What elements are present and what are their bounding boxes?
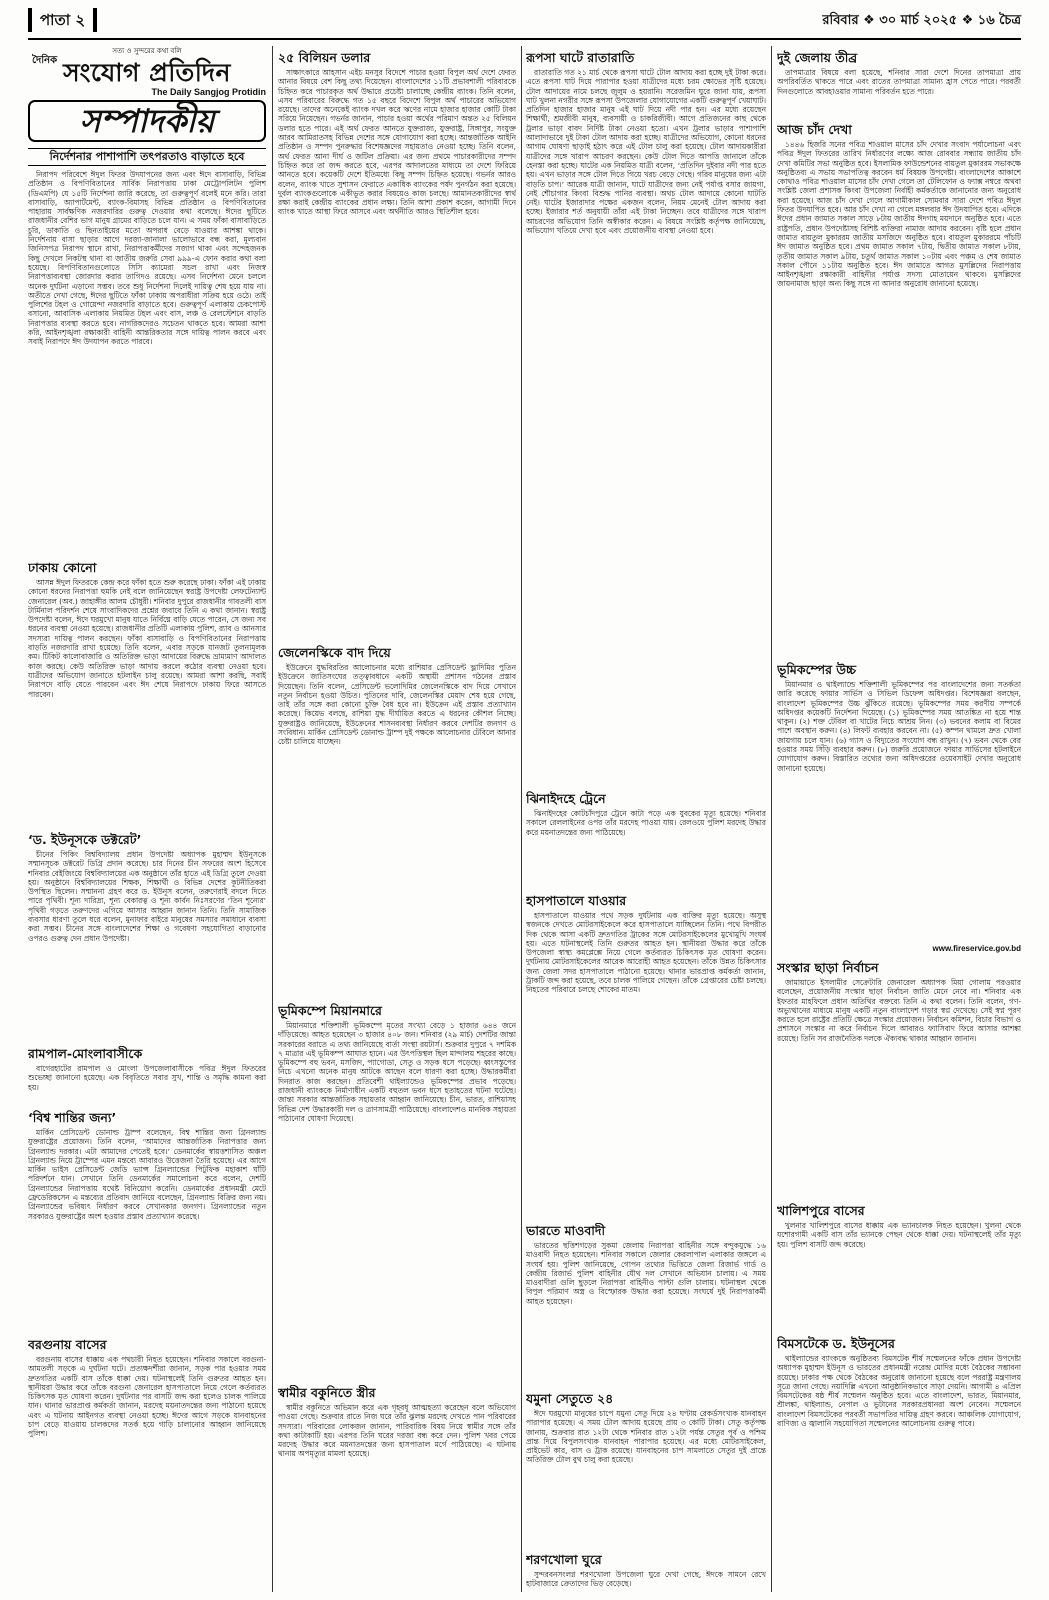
column-divider [272, 46, 273, 1592]
hospital-body: হাসপাতালে যাওয়ার পথে সড়ক দুর্ঘটনায় এক ব্যক্তির মৃত্যু হয়েছে। অসুস্থ স্বজনকে দেখতে মোটরসাইকেলে করে হাসপাতালে যাচ্ছিলেন তিনি। পথে বিপরীত দিক থেকে আসা একটি দ্রুতগতির ট্রাকের সঙ্গে মোটরসাইকেলের মুখোমুখি সংঘর্ষ হয়। এতে ঘটনাস্থলেই তিনি গুরুতর আহত হন। স্থানীয়রা উদ্ধার করে তাঁকে উপজেলা স্বাস্থ্য কমপ্লেক্সে নিয়ে গেলে কর্তব্যরত চিকিৎসক মৃত ঘোষণা করেন। দুর্ঘটনায় মোটরসাইকেলের আরেক আরোহী আহত হয়েছেন। তাঁকে উন্নত চিকিৎসার জন্য জেলা সদর হাসপাতালে পাঠানো হয়েছে। থানার ভারপ্রাপ্ত কর্মকর্তা জানান, ট্রাকটি জব্দ করা হয়েছে, তবে চালক পালিয়ে গেছেন। তাঁকে গ্রেপ্তারের চেষ্টা চলছে। নিহতের পরিবারে চলছে শোকের মাতম। [526, 911, 766, 995]
jamuna-headline: যমুনা সেতুতে ২৪ [526, 1391, 614, 1406]
khalishpur-headline: খালিশপুরে বাসের [777, 1203, 865, 1218]
peace-headline: ‘বিশ্ব শান্তির জন্য’ [28, 1110, 117, 1125]
wife-headline: স্বামীর বকুনিতে স্ত্রীর [278, 1385, 376, 1400]
heat-body: তাপমাত্রার বিষয়ে বলা হয়েছে, শনিবার সারা দেশে দিনের তাপমাত্রা প্রায় অপরিবর্তিত থাকতে পারে এবং রাতের তাপমাত্রা সামান্য হ্রাস পেতে পারে। পরবর্তী দিনগুলোতে আবহাওয়ার সামান্য পরিবর্তন হতে পারে। [777, 68, 1021, 96]
masthead-title: সংযোগ প্রতিদিন [63, 58, 231, 87]
bimstec-headline: বিমসটেকে ড. ইউনূসের [777, 1336, 895, 1351]
doctorate-body: চীনের পিকিং বিশ্ববিদ্যালয় প্রধান উপদেষ্টা অধ্যাপক মুহাম্মদ ইউনূসকে সম্মানসূচক ডক্টরেট ডিগ্রি প্রদান করেছে। চার দিনের চীন সফরের অংশ হিসেবে শনিবার বেইজিংয়ে বিশ্ববিদ্যালয়ের এক অনুষ্ঠানে তাঁর হাতে এই ডিগ্রি তুলে দেওয়া হয়। অনুষ্ঠানে বিশ্ববিদ্যালয়ের শিক্ষক, শিক্ষার্থী ও বিভিন্ন দেশের কূটনীতিকরা উপস্থিত ছিলেন। সম্মাননা গ্রহণ করে ড. ইউনূস বলেন, তরুণেরাই বদলে দিতে পারে পৃথিবী। শূন্য দারিদ্র্য, শূন্য বেকারত্ব ও শূন্য কার্বন নিঃসরণের ‘তিন শূন্যের’ পৃথিবী গড়তে তরুণদের এগিয়ে আসার আহ্বান জানান তিনি। তিনি সামাজিক ব্যবসার ধারণা তুলে ধরে বলেন, মুনাফার বাইরে মানুষের সমস্যার সমাধানে ব্যবসা করা সম্ভব। চীনের সঙ্গে বাংলাদেশের শিক্ষা ও গবেষণা সহযোগিতা বাড়ানোর ওপরও গুরুত্ব দেন প্রধান উপদেষ্টা। [28, 850, 266, 943]
quake-body: মিয়ানমার ও থাইল্যান্ডে শক্তিশালী ভূমিকম্পের পর বাংলাদেশের জন্য সতর্কতা জারি করেছে ফায়ার সার্ভিস ও সিভিল ডিফেন্স অধিদপ্তর। বিশেষজ্ঞরা বলছেন, বাংলাদেশ ভূমিকম্পের উচ্চ ঝুঁকিতে রয়েছে। ভূমিকম্পের সময় করণীয় সম্পর্কে অধিদপ্তর কয়েকটি নির্দেশনা দিয়েছে। (১) ভূমিকম্পের সময় আতঙ্কিত না হয়ে শান্ত থাকুন। (২) শক্ত টেবিল বা খাটের নিচে আশ্রয় নিন। (৩) ভবনের কলাম বা বিমের পাশে অবস্থান করুন। (৪) লিফট ব্যবহার করবেন না। (৫) কম্পন থামলে দ্রুত খোলা জায়গায় চলে যান। (৬) গ্যাস ও বিদ্যুতের সংযোগ বন্ধ রাখুন। (৭) ভবন থেকে বের হওয়ার সময় সিঁড়ি ব্যবহার করুন। (৮) জরুরি প্রয়োজনে ফায়ার সার্ভিসের হটলাইনে যোগাযোগ করুন। বিস্তারিত তথ্যের জন্য অধিদপ্তরের ওয়েবসাইট দেখার অনুরোধ জানানো হয়েছে। [777, 680, 1021, 773]
reform-headline: সংস্কার ছাড়া নির্বাচন [777, 960, 879, 975]
rampal-body: বাগেরহাটের রামপাল ও মোংলা উপজেলাবাসীকে পবিত্র ঈদুল ফিতরের শুভেচ্ছা জানানো হয়েছে। এক বিবৃতিতে সবার সুখ, শান্তি ও সমৃদ্ধি কামনা করা হয়। [28, 1064, 266, 1092]
dhaka-headline: ঢাকায় কোনো [28, 560, 97, 575]
wife-body: স্বামীর বকুনিতে অভিমান করে এক গৃহবধূ আত্মহত্যা করেছেন বলে অভিযোগ পাওয়া গেছে। শুক্রবার রাতে নিজ ঘরে তাঁর ঝুলন্ত মরদেহ দেখতে পান পরিবারের সদস্যরা। পরিবারের লোকজন জানান, পারিবারিক বিষয় নিয়ে স্বামীর সঙ্গে তাঁর কথা কাটাকাটি হয়। এরপর তিনি ঘরের দরজা বন্ধ করে দেন। পুলিশ খবর পেয়ে মরদেহ উদ্ধার করে ময়নাতদন্তের জন্য হাসপাতাল মর্গে পাঠিয়েছে। এ ঘটনায় থানায় অপমৃত্যুর মামলা হয়েছে। [278, 1403, 516, 1459]
masthead-english: The Daily Sangjog Protidin [151, 87, 266, 97]
masthead-tagline: সত্য ও সুন্দরের কথা বলি [112, 47, 182, 55]
sharankhola-headline: শরণখোলা ঘুরে [526, 1552, 602, 1567]
reform-body: জামায়াতে ইসলামীর সেক্রেটারি জেনারেল অধ্যাপক মিয়া গোলাম পরওয়ার বলেছেন, প্রয়োজনীয় সংস্কার ছাড়া নির্বাচন জাতি মেনে নেবে না। শনিবার এক ইফতার মাহফিলে প্রধান অতিথির বক্তব্যে তিনি এ কথা বলেন। তিনি বলেন, গণ-অভ্যুত্থানের মাধ্যমে মানুষ একটি নতুন বাংলাদেশ গড়ার স্বপ্ন দেখেছে। সেই স্বপ্ন পূরণ করতে হলে রাষ্ট্রের প্রতিটি ক্ষেত্রে সংস্কার প্রয়োজন। নির্বাচন কমিশন, বিচার বিভাগ ও প্রশাসনে সংস্কার না করে নির্বাচন দিলে আবারও ফ্যাসিবাদ ফিরে আসার আশঙ্কা রয়েছে। তিনি সব রাজনৈতিক দলকে ঐক্যবদ্ধ থাকার আহ্বান জানান। [777, 978, 1021, 1043]
zelensky-body: ইউক্রেনে যুদ্ধবিরতির আলোচনার মধ্যে রাশিয়ার প্রেসিডেন্ট ভ্লাদিমির পুতিন ইউক্রেনে জাতিসংঘের তত্ত্বাবধানে একটি অস্থায়ী প্রশাসন গঠনের প্রস্তাব দিয়েছেন। তিনি বলেন, প্রেসিডেন্ট ভলোদিমির জেলেনস্কিকে বাদ দিয়ে সেখানে নতুন নির্বাচন হওয়া উচিত। পুতিনের দাবি, জেলেনস্কির মেয়াদ শেষ হয়ে গেছে, তাই তাঁর সঙ্গে করা কোনো চুক্তি বৈধ হবে না। ইউক্রেন এই প্রস্তাব প্রত্যাখ্যান করেছে। কিয়েভ বলছে, রাশিয়া যুদ্ধ দীর্ঘায়িত করতে এ ধরনের কৌশল নিচ্ছে। যুক্তরাষ্ট্রও জানিয়েছে, ইউক্রেনের শাসনব্যবস্থা নির্ধারণ করবে দেশটির জনগণ ও সংবিধান। মার্কিন প্রেসিডেন্ট ডোনাল্ড ট্রাম্প দুই পক্ষকে আলোচনার টেবিলে আনার চেষ্টা চালিয়ে যাচ্ছেন। [278, 663, 516, 747]
moon-body: ১৪৪৬ হিজরি সনের পবিত্র শাওয়াল মাসের চাঁদ দেখার সংবাদ পর্যালোচনা এবং পবিত্র ঈদুল ফিতরের তারিখ নির্ধারণের লক্ষ্যে আজ রোববার সন্ধ্যায় জাতীয় চাঁদ দেখা কমিটির সভা অনুষ্ঠিত হবে। ইসলামিক ফাউন্ডেশনের বায়তুল মুকাররম সভাকক্ষে অনুষ্ঠিতব্য এ সভায় সভাপতিত্ব করবেন ধর্ম বিষয়ক উপদেষ্টা। বাংলাদেশের আকাশে কোথাও পবিত্র শাওয়াল মাসের চাঁদ দেখা গেলে তা টেলিফোন ও ফ্যাক্স নম্বরে অথবা সংশ্লিষ্ট জেলা প্রশাসক কিংবা উপজেলা নির্বাহী কর্মকর্তাকে জানানোর জন্য অনুরোধ করা হয়েছে। আজ চাঁদ দেখা গেলে আগামীকাল সোমবার সারা দেশে পবিত্র ঈদুল ফিতর উদযাপিত হবে। আর চাঁদ দেখা না গেলে মঙ্গলবার ঈদ উদযাপিত হবে। এদিকে ঈদের প্রধান জামাত সকাল সাড়ে ৮টায় জাতীয় ঈদগাহ ময়দানে অনুষ্ঠিত হবে। এতে রাষ্ট্রপতি, প্রধান উপদেষ্টাসহ বিশিষ্ট ব্যক্তিরা নামাজ আদায় করবেন। বৃষ্টি হলে প্রধান জামাত বায়তুল মুকাররম জাতীয় মসজিদে অনুষ্ঠিত হবে। বায়তুল মুকাররমে পাঁচটি ঈদ জামাত অনুষ্ঠিত হবে। প্রথম জামাত সকাল ৭টায়, দ্বিতীয় জামাত সকাল ৮টায়, তৃতীয় জামাত সকাল ৯টায়, চতুর্থ জামাত সকাল ১০টায় এবং পঞ্চম ও শেষ জামাত সকাল পৌনে ১১টায় অনুষ্ঠিত হবে। ঈদ জামাতে আগত মুসল্লিদের নিরাপত্তায় আইনশৃঙ্খলা রক্ষাকারী বাহিনীর পর্যাপ্ত সদস্য মোতায়েন থাকবে। মুসল্লিদের জায়নামাজ ছাড়া অন্য কিছু সঙ্গে না আনার অনুরোধ জানানো হয়েছে। [777, 140, 1021, 289]
editorial-headline: নির্দেশনার পাশাপাশি তৎপরতাও বাড়াতে হবে [28, 148, 266, 166]
khalishpur-body: খুলনার খালিশপুরে বাসের ধাক্কায় এক ভ্যানচালক নিহত হয়েছেন। খুলনা থেকে যশোরগামী একটি বাস তাঁর ভ্যানকে পেছন থেকে ধাক্কা দেয়। ঘটনাস্থলেই তাঁর মৃত্যু হয়। পুলিশ বাসটি জব্দ করেছে। [777, 1221, 1021, 1249]
editorial-body: নিরাপদ পরিবেশে ঈদুল ফিতর উদযাপনের জন্য এবং ঈদে বাসাবাড়ি, বিভিন্ন প্রতিষ্ঠান ও বিপণিবিতানের সার্বিক নিরাপত্তায় ঢাকা মেট্রোপলিটন পুলিশ (ডিএমপি) যে ১৫টি নির্দেশনা জারি করেছে, তা গুরুত্বপূর্ণ বলেই মনে করি। তারা বাসাবাড়ি, অ্যাপার্টমেন্ট, ব্যাংক-বিমাসহ বিভিন্ন প্রতিষ্ঠান ও বিপণিবিতানের পাহারায় সার্বক্ষণিক নজরদারির গুরুত্ব দেওয়ার কথা বলেছে। ঈদের ছুটিতে রাজধানীর বেশির ভাগ মানুষ গ্রামের বাড়িতে চলে যান। এ সময় ফাঁকা বাসাবাড়িতে চুরি, ডাকাতি ও ছিনতাইয়ের মতো অপরাধ বেড়ে যাওয়ার আশঙ্কা থাকে। নির্দেশনায় বাসা ছাড়ার আগে দরজা-জানালা ভালোভাবে বন্ধ করা, মূল্যবান জিনিসপত্র নিরাপদ স্থানে রাখা, নিরাপত্তাকর্মীদের সজাগ থাকা এবং সন্দেহজনক কিছু দেখলে নিকটস্থ থানা বা জাতীয় জরুরি সেবা ৯৯৯-এ ফোন করার কথা বলা হয়েছে। বিপণিবিতানগুলোতে সিসি ক্যামেরা সচল রাখা এবং নিজস্ব নিরাপত্তাব্যবস্থা জোরদার করার তাগিদও রয়েছে। এসব নির্দেশনা মেনে চললে অনেক দুর্ঘটনা এড়ানো সম্ভব। তবে শুধু নির্দেশনা দিলেই দায়িত্ব শেষ হয়ে যায় না। অতীতে দেখা গেছে, ঈদের ছুটিতে ফাঁকা ঢাকায় অপরাধীরা সক্রিয় হয়ে ওঠে। তাই পুলিশের টহল ও গোয়েন্দা নজরদারি বাড়াতে হবে। গুরুত্বপূর্ণ এলাকায় চেকপোস্ট বসানো, আবাসিক এলাকায় নিয়মিত টহল এবং বাস, লঞ্চ ও রেলস্টেশনে বাড়তি নিরাপত্তার ব্যবস্থা করতে হবে। নাগরিকদেরও সচেতন থাকতে হবে। আমরা আশা করি, আইনশৃঙ্খলা রক্ষাকারী বাহিনী আন্তরিকতার সঙ্গে দায়িত্ব পালন করবে এবং সবাই নিরাপদে ঈদ উদযাপন করতে পারবে। [28, 170, 266, 347]
jamuna-body: ঈদে ঘরমুখো মানুষের চাপে যমুনা সেতু দিয়ে ২৪ ঘণ্টায় রেকর্ডসংখ্যক যানবাহন পারাপার হয়েছে। এ সময় টোল আদায় হয়েছে প্রায় ৩ কোটি টাকা। সেতু কর্তৃপক্ষ জানায়, শুক্রবার রাত ১২টা থেকে শনিবার রাত ১২টা পর্যন্ত সেতুর পূর্ব ও পশ্চিম প্রান্ত দিয়ে বিপুলসংখ্যক যানবাহন পারাপার হয়েছে। এর মধ্যে মোটরসাইকেল, প্রাইভেট কার, বাস ও ট্রাক রয়েছে। যানবাহনের চাপ সামলাতে সেতুর দুই প্রান্তে অতিরিক্ত টোল বুথ চালু করা হয়েছে। [526, 1409, 766, 1465]
myanmar-headline: ভূমিকম্পে মিয়ানমারে [278, 1003, 382, 1018]
page-number-label: পাতা ২ [28, 8, 97, 32]
peace-body: মার্কিন প্রেসিডেন্ট ডোনাল্ড ট্রাম্প বলেছেন, বিশ্ব শান্তির জন্য গ্রিনল্যান্ড যুক্তরাষ্ট্রের প্রয়োজন। তিনি বলেন, ‘আমাদের আন্তর্জাতিক নিরাপত্তার জন্য গ্রিনল্যান্ড দরকার। এটা আমাদের পেতেই হবে।’ ডেনমার্কের স্বায়ত্তশাসিত অঞ্চল গ্রিনল্যান্ড নিয়ে ট্রাম্পের এমন মন্তব্যে আবারও উত্তেজনা তৈরি হয়েছে। এর আগে মার্কিন ভাইস প্রেসিডেন্ট জেডি ভ্যান্স গ্রিনল্যান্ডের পিটুফিক মহাকাশ ঘাঁটি পরিদর্শনে যান। সেখানে তিনি ডেনমার্কের সমালোচনা করে বলেন, দেশটি গ্রিনল্যান্ডের নিরাপত্তায় যথেষ্ট বিনিয়োগ করেনি। ডেনমার্কের প্রধানমন্ত্রী মেটে ফ্রেডেরিকসেন এ মন্তব্যের প্রতিবাদ জানিয়ে বলেছেন, গ্রিনল্যান্ড বিক্রির জন্য নয়। গ্রিনল্যান্ডের ভবিষ্যৎ নির্ধারণ করবে সেখানকার জনগণ। গ্রিনল্যান্ডের নতুন সরকারও যুক্তরাষ্ট্রের অংশ হওয়ার প্রস্তাব প্রত্যাখ্যান করেছে। [28, 1128, 266, 1221]
hospital-headline: হাসপাতালে যাওয়ার [526, 893, 627, 908]
jhenaidah-body: ঝিনাইদহের কোটচাঁদপুরে ট্রেনে কাটা পড়ে এক যুবকের মৃত্যু হয়েছে। শনিবার সকালে রেললাইনের ওপর তাঁর মরদেহ পাওয়া যায়। রেলওয়ে পুলিশ মরদেহ উদ্ধার করে ময়নাতদন্তের জন্য পাঠিয়েছে। [526, 809, 766, 837]
date-line: রবিবার ❖ ৩০ মার্চ ২০২৫ ❖ ১৬ চৈত্র [822, 13, 1021, 28]
quake-headline: ভূমিকম্পের উচ্চ [777, 662, 857, 677]
maoist-body: ভারতের ছত্তিশগড়ের সুকমা জেলায় নিরাপত্তা বাহিনীর সঙ্গে বন্দুকযুদ্ধে ১৬ মাওবাদী নিহত হয়েছেন। শনিবার সকালে জেলার কেরলাপাল এলাকার জঙ্গলে এ সংঘর্ষ হয়। পুলিশ জানিয়েছে, গোপন তথ্যের ভিত্তিতে জেলা রিজার্ভ গার্ড ও কেন্দ্রীয় রিজার্ভ পুলিশ বাহিনীর যৌথ দল সেখানে অভিযান চালায়। এ সময় মাওবাদীরা গুলি ছুড়লে নিরাপত্তা বাহিনীও পাল্টা গুলি চালায়। ঘটনাস্থল থেকে বিপুল পরিমাণ অস্ত্র ও বিস্ফোরক উদ্ধার করা হয়েছে। সংঘর্ষে দুই নিরাপত্তাকর্মী আহত হয়েছেন। [526, 1241, 766, 1306]
heat-headline: দুই জেলায় তীব্র [777, 50, 858, 65]
doctorate-headline: ‘ড. ইউনূসকে ডক্টরেট’ [28, 832, 142, 847]
zelensky-headline: জেলেনস্কিকে বাদ দিয়ে [278, 645, 391, 660]
rupsha-body: রাতারাতি গত ২১ মার্চ থেকে রূপসা ঘাটে টোল আদায় করা হচ্ছে দুই টাকা করে। এতে রূপসা ঘাট দিয়ে পারাপার হওয়া যাত্রীদের মধ্যে চরম ক্ষোভের সৃষ্টি হয়েছে। টোল আদায়ের নামে চলছে জুলুম ও হয়রানি। সরেজমিন ঘুরে জানা যায়, রূপসা ঘাট খুলনা নগরীর সঙ্গে রূপসা উপজেলার যোগাযোগের একটি গুরুত্বপূর্ণ খেয়াঘাট। প্রতিদিন হাজার হাজার মানুষ এই ঘাট দিয়ে নদী পার হন। এর মধ্যে রয়েছেন শিক্ষার্থী, শ্রমজীবী মানুষ, ব্যবসায়ী ও চাকরিজীবী। আগে প্রতিজনের কাছ থেকে ট্রলার ভাড়া বাবদ নির্দিষ্ট টাকা নেওয়া হতো। এখন ট্রলার ভাড়ার পাশাপাশি আলাদাভাবে দুই টাকা টোল আদায় করা হচ্ছে। যাত্রীদের অভিযোগ, কোনো ধরনের আগাম ঘোষণা ছাড়াই হঠাৎ করে এই টোল চালু করা হয়েছে। টোল আদায়কারীরা যাত্রীদের সঙ্গে খারাপ আচরণ করছেন। কেউ টোল দিতে আপত্তি জানালে তাঁকে হেনস্তা করা হচ্ছে। ঘাটের এক নিয়মিত যাত্রী বলেন, ‘প্রতিদিন দুইবার নদী পার হতে হয়। এখন ভাড়ার সঙ্গে টোল দিতে গিয়ে খরচ বেড়ে গেছে। গরিব মানুষের জন্য এটা বাড়তি চাপ।’ আরেক যাত্রী জানান, ঘাটে যাত্রীদের জন্য নেই পর্যাপ্ত বসার জায়গা, নেই শৌচাগার কিংবা বিশুদ্ধ পানির ব্যবস্থা। অথচ টোল আদায়ে কোনো ঘাটতি নেই। ঘাটের ইজারাদার পক্ষের একজন বলেন, নিয়ম মেনেই টোল আদায় করা হচ্ছে। ইজারার শর্ত অনুযায়ী তাঁরা এই টাকা নিচ্ছেন। তবে যাত্রীদের সঙ্গে খারাপ আচরণের অভিযোগ তিনি অস্বীকার করেন। এ বিষয়ে সংশ্লিষ্ট কর্তৃপক্ষ জানিয়েছে, অভিযোগ খতিয়ে দেখা হবে এবং প্রয়োজনীয় ব্যবস্থা নেওয়া হবে। [526, 68, 766, 236]
dollar-body: সাক্ষাৎকারে আহসান এইচ মনসুর বিদেশে পাচার হওয়া বিপুল অর্থ দেশে ফেরত আনার বিষয়ে বেশ কিছু তথ্য দিয়েছেন। বাংলাদেশের ১১টি প্রভাবশালী পরিবারকে চিহ্নিত করে পাচারকৃত অর্থ উদ্ধারে প্রচেষ্টা চালাচ্ছে কেন্দ্রীয় ব্যাংক। তিনি বলেন, এসব পরিবারের বিরুদ্ধে গত ১৫ বছরে বিদেশে বিপুল অর্থ পাচারের অভিযোগ রয়েছে। তাদের অনেকেই ব্যাংক দখল করে ঋণের নামে হাজার হাজার কোটি টাকা সরিয়ে নিয়েছেন। গভর্নর জানান, পাচার হওয়া অর্থের পরিমাণ অন্তত ২৫ বিলিয়ন ডলার হতে পারে। এই অর্থ ফেরত আনতে যুক্তরাজ্য, যুক্তরাষ্ট্র, সিঙ্গাপুর, সংযুক্ত আরব আমিরাতসহ বিভিন্ন দেশের সঙ্গে যোগাযোগ করা হচ্ছে। আন্তর্জাতিক আইনি প্রতিষ্ঠান ও সম্পদ পুনরুদ্ধার বিশেষজ্ঞদের সহায়তাও নেওয়া হচ্ছে। তিনি বলেন, অর্থ ফেরত আনা দীর্ঘ ও জটিল প্রক্রিয়া। এর জন্য প্রথমে পাচারকারীদের সম্পদ চিহ্নিত করে তা জব্দ করতে হবে, এরপর আদালতের মাধ্যমে তা দেশে ফিরিয়ে আনতে হবে। কয়েকটি দেশে ইতিমধ্যে কিছু সম্পদ চিহ্নিত হয়েছে। গভর্নর আরও বলেন, ব্যাংক খাতে সুশাসন ফেরাতে একাধিক ব্যাংকের পর্ষদ পুনর্গঠন করা হয়েছে। দুর্বল ব্যাংকগুলোকে একীভূত করার বিষয়েও কাজ চলছে। আমানতকারীদের স্বার্থ রক্ষা করাই কেন্দ্রীয় ব্যাংকের প্রধান লক্ষ্য। তিনি আশা প্রকাশ করেন, আগামী দিনে ব্যাংক খাতে আস্থা ফিরে আসবে এবং অর্থনীতি আরও স্থিতিশীল হবে। [278, 68, 516, 217]
masthead-prefix: দৈনিক [32, 55, 58, 66]
column-divider [771, 46, 772, 1592]
maoist-headline: ভারতে মাওবাদী [526, 1223, 606, 1238]
rupsha-headline: রূপসা ঘাটে রাতারাতি [526, 50, 635, 65]
column-divider [521, 46, 522, 1592]
barguna-body: বরগুনায় বাসের ধাক্কায় এক পথচারী নিহত হয়েছেন। শনিবার সকালে বরগুনা-আমতলী সড়কে এ দুর্ঘটনা ঘটে। প্রত্যক্ষদর্শীরা জানান, সড়ক পার হওয়ার সময় দ্রুতগতির একটি বাস তাঁকে ধাক্কা দেয়। ঘটনাস্থলেই তিনি গুরুতর আহত হন। স্থানীয়রা উদ্ধার করে তাঁকে বরগুনা জেনারেল হাসপাতালে নিয়ে গেলে কর্তব্যরত চিকিৎসক মৃত ঘোষণা করেন। দুর্ঘটনার পর বাসটি জব্দ করা হলেও চালক পালিয়ে যান। থানার ভারপ্রাপ্ত কর্মকর্তা জানান, মরদেহ ময়নাতদন্তের জন্য পাঠানো হয়েছে এবং এ ঘটনায় আইনগত ব্যবস্থা নেওয়া হচ্ছে। ঈদের আগে সড়কে যানবাহনের চাপ বেড়ে যাওয়ায় চালকদের সতর্ক হয়ে গাড়ি চালানোর আহ্বান জানিয়েছে পুলিশ। [28, 1355, 266, 1439]
myanmar-body: মিয়ানমারে শক্তিশালী ভূমিকম্পে মৃতের সংখ্যা বেড়ে ১ হাজার ৬৪৪ জনে দাঁড়িয়েছে। আহত হয়েছেন ৩ হাজার ৪০৮ জন। শনিবার (২৯ মার্চ) দেশটির জান্তা সরকারের বরাতে এ তথ্য জানিয়েছে বার্তা সংস্থা রয়টার্স। শুক্রবার দুপুরে ৭ দশমিক ৭ মাত্রার এই ভূমিকম্প আঘাত হানে। এর উৎপত্তিস্থল ছিল মান্দালয় শহরের কাছে। ভূমিকম্পে বহু ভবন, মসজিদ, প্যাগোডা, সেতু ও সড়ক ধসে পড়েছে। ধ্বংসস্তূপের নিচে এখনো অনেক মানুষ আটকে আছেন বলে ধারণা করা হচ্ছে। উদ্ধারকর্মীরা দিনরাত কাজ করছেন। প্রতিবেশী থাইল্যান্ডেও ভূমিকম্পের প্রভাব পড়েছে। রাজধানী ব্যাংককে নির্মাণাধীন একটি বহুতল ভবন ধসে হতাহতের ঘটনা ঘটেছে। জান্তা সরকার আন্তর্জাতিক সহায়তার আহ্বান জানিয়েছে। চীন, ভারত, রাশিয়াসহ বিভিন্ন দেশ উদ্ধারকারী দল ও ত্রাণসামগ্রী পাঠিয়েছে। বাংলাদেশও মানবিক সহায়তা পাঠানোর ঘোষণা দিয়েছে। [278, 1021, 516, 1123]
barguna-headline: বরগুনায় বাসের [28, 1337, 107, 1352]
header-rule [28, 38, 1021, 40]
jhenaidah-headline: ঝিনাইদহে ট্রেনে [526, 791, 606, 806]
moon-headline: আজ চাঁদ দেখা [777, 122, 852, 137]
sharankhola-body: সুন্দরবনসংলগ্ন শরণখোলা উপজেলা ঘুরে দেখা গেছে, ঈদকে সামনে রেখে হাটবাজারে ক্রেতাদের ভিড় বেড়েছে। [526, 1570, 766, 1589]
rampal-headline: রামপাল-মোংলাবাসীকে [28, 1046, 143, 1061]
fireservice-url: www.fireservice.gov.bd [932, 944, 1021, 953]
dhaka-body: আসন্ন ঈদুল ফিতরকে কেন্দ্র করে ফাঁকা হতে শুরু করেছে ঢাকা। ফাঁকা এই ঢাকায় কোনো ধরনের নিরাপত্তা হুমকি নেই বলে জানিয়েছেন স্বরাষ্ট্র উপদেষ্টা লেফটেন্যান্ট জেনারেল (অব.) জাহাঙ্গীর আলম চৌধুরী। শনিবার দুপুরে রাজধানীর গাবতলী বাস টার্মিনাল পরিদর্শন শেষে সাংবাদিকদের প্রশ্নের জবাবে তিনি এ কথা জানান। স্বরাষ্ট্র উপদেষ্টা বলেন, ঈদে ঘরমুখো মানুষ যাতে নির্বিঘ্নে বাড়ি যেতে পারেন, সে জন্য সব ধরনের ব্যবস্থা নেওয়া হয়েছে। রাজধানীর প্রতিটি এলাকায় পুলিশ, র‍্যাব ও আনসার সদস্যরা দায়িত্ব পালন করছেন। ফাঁকা বাসাবাড়ি ও বিপণিবিতানের নিরাপত্তায় বাড়তি নজরদারি রাখা হয়েছে। তিনি বলেন, এবার সড়কে যানজট তুলনামূলক কম। টিকিট কালোবাজারি ও অতিরিক্ত ভাড়া আদায়ের বিরুদ্ধে ভ্রাম্যমাণ আদালত কাজ করছে। কেউ অতিরিক্ত ভাড়া আদায় করলে কঠোর ব্যবস্থা নেওয়া হবে। যাত্রীদের অভিযোগ জানাতে হটলাইন চালু রয়েছে। আমরা আশা করছি, সবাই নিরাপদে বাড়ি যেতে পারবেন এবং ঈদ শেষে নিরাপদে ঢাকায় ফিরে আসতে পারবেন। [28, 578, 266, 699]
editorial-banner: সম্পাদকীয় [28, 100, 266, 142]
dollar-headline: ২৫ বিলিয়ন ডলার [278, 50, 371, 65]
bimstec-body: থাইল্যান্ডের ব্যাংককে অনুষ্ঠিতব্য বিমসটেক শীর্ষ সম্মেলনের ফাঁকে প্রধান উপদেষ্টা অধ্যাপক মুহাম্মদ ইউনূস ও ভারতের প্রধানমন্ত্রী নরেন্দ্র মোদির মধ্যে বৈঠকের সম্ভাবনা রয়েছে। ঢাকার পক্ষ থেকে বৈঠকের অনুরোধ জানানো হয়েছে বলে পররাষ্ট্র মন্ত্রণালয় সূত্রে জানা গেছে। নয়াদিল্লি এখনো আনুষ্ঠানিকভাবে সাড়া দেয়নি। আগামী ৪ এপ্রিল বিমসটেকের ষষ্ঠ শীর্ষ সম্মেলন অনুষ্ঠিত হবে। এতে বাংলাদেশ, ভারত, মিয়ানমার, শ্রীলঙ্কা, থাইল্যান্ড, নেপাল ও ভুটানের সরকারপ্রধানরা অংশ নেবেন। সম্মেলনে বাংলাদেশ বিমসটেকের পরবর্তী সভাপতির দায়িত্ব গ্রহণ করবে। আঞ্চলিক যোগাযোগ, বাণিজ্য ও জ্বালানি সহযোগিতা সম্মেলনের আলোচনায় গুরুত্ব পাবে। [777, 1354, 1021, 1429]
